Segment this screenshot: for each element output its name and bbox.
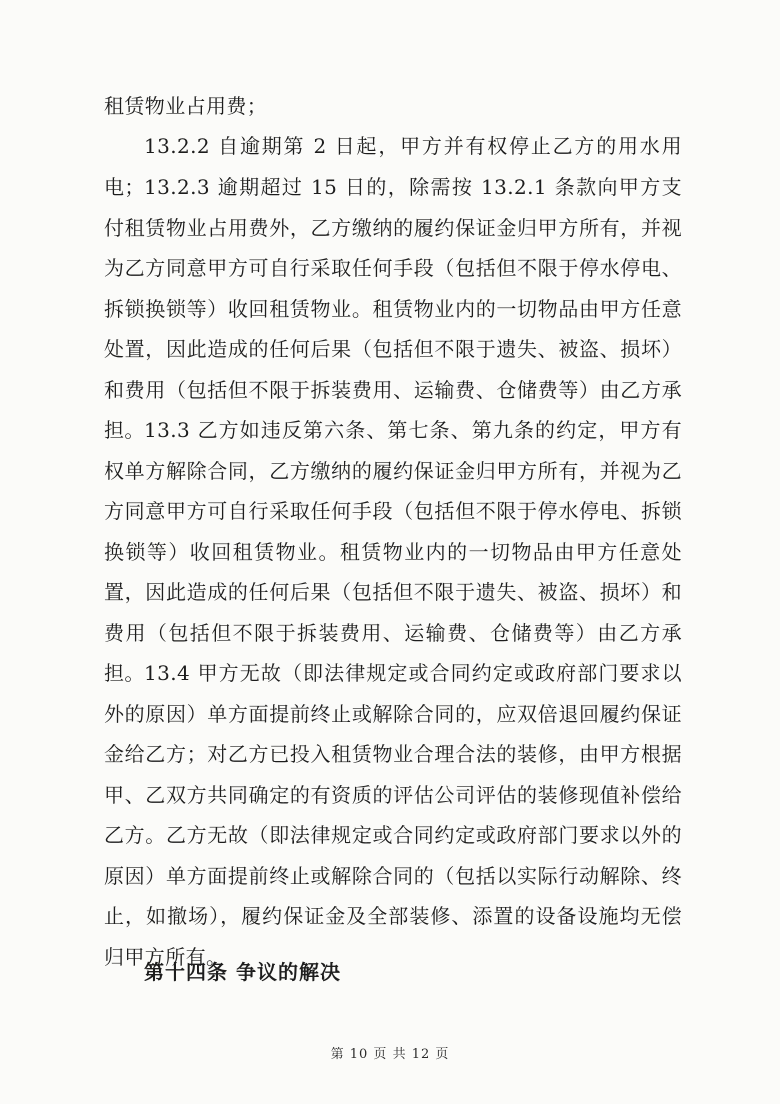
page-number-footer: 第 10 页 共 12 页 — [330, 1047, 450, 1062]
paragraph-13-2-2: 13.2.2 自逾期第 2 日起，甲方并有权停止乙方的用水用电； — [104, 134, 682, 199]
paragraph-13-2-3: 13.2.3 逾期超过 15 日的，除需按 13.2.1 条款向甲方支付租赁物业占用费外，乙方缴纳的履约保证金归甲方所有，并视为乙方同意甲方可自行采取任何手段（包括但不限于停水停电、拆锁换锁等）收回租赁物业。租赁物业内的一切物品由甲方任意处置，因此造成的任何后果（包括但不限于遗失、被盗、损坏）和费用（包括但不限于拆装费用、运输费、仓储费等）由乙方承担。 — [104, 175, 682, 442]
paragraph-continuation: 租赁物业占用费； — [104, 94, 268, 118]
paragraph-13-3: 13.3 乙方如违反第六条、第七条、第九条的约定，甲方有权单方解除合同，乙方缴纳的履约保证金归甲方所有，并视为乙方同意甲方可自行采取任何手段（包括但不限于停水停电、拆锁换锁等）收回租赁物业。租赁物业内的一切物品由甲方任意处置，因此造成的任何后果（包括但不限于遗失、被盗、损坏）和费用（包括但不限于拆装费用、运输费、仓储费等）由乙方承担。 — [104, 418, 682, 685]
section-heading: 第十四条 争议的解决 — [144, 960, 341, 984]
paragraph-13-4: 13.4 甲方无故（即法律规定或合同约定或政府部门要求以外的原因）单方面提前终止或解除合同的，应双倍退回履约保证金给乙方；对乙方已投入租赁物业合理合法的装修，由甲方根据甲、乙双方共同确定的有资质的评估公司评估的装修现值补偿给乙方。乙方无故（即法律规定或合同约定或政府部门要求以外的原因）单方面提前终止或解除合同的（包括以实际行动解除、终止，如撤场），履约保证金及全部装修、添置的设备设施均无偿归甲方所有。 — [104, 661, 682, 969]
